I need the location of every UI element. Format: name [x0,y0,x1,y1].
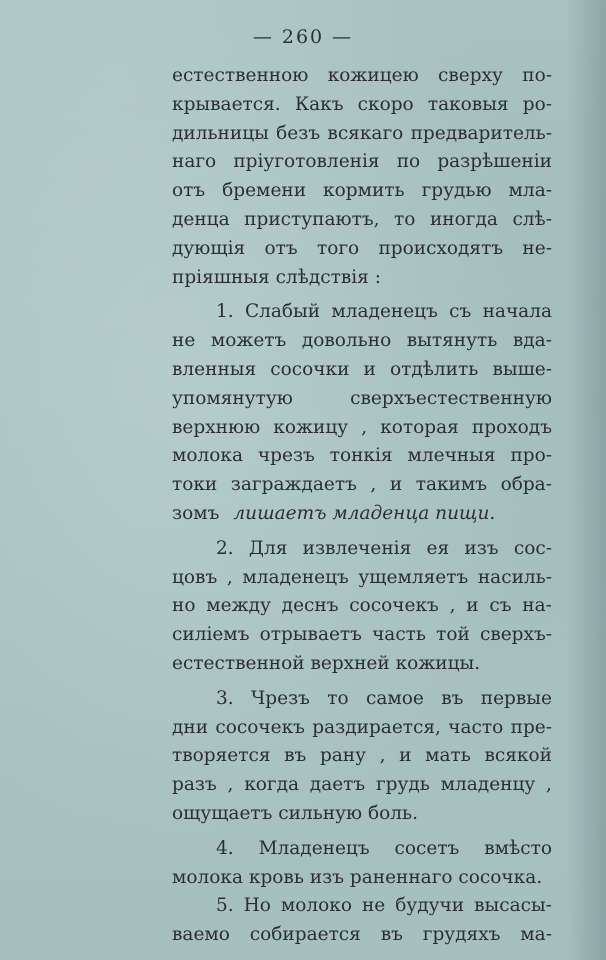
word: въ [380,924,403,946]
word: токи [172,474,218,496]
word: проходъ [471,416,552,438]
word: наго [172,151,217,173]
word: довольно [301,330,392,352]
text-line [172,414,552,443]
word: приступаютъ, [244,208,380,230]
word: молока [172,445,244,467]
word: когда [244,774,300,796]
word: то [327,687,349,709]
word: 4. [216,837,234,859]
text-line-words: ощущаетъ сильную боль. [172,802,418,824]
word: мла- [508,180,552,202]
word: , [379,745,386,767]
text-line [172,356,552,385]
word: сверхъ- [479,624,552,646]
word: младенецъ [242,566,349,588]
word: въ [441,687,464,709]
word: грудяхъ [422,924,501,946]
word: ма- [520,924,552,946]
word: по- [522,65,552,86]
word: Для [248,537,288,559]
italic-phrase: лишаетъ младенца пищи. [233,502,496,524]
word: молоко [280,895,352,917]
word: будучи [395,895,465,917]
word: на- [522,595,552,617]
word: ущемляетъ [358,566,469,588]
word: цовъ [172,566,218,588]
text-line [172,264,552,293]
text-line [172,592,552,621]
word: то [394,208,416,230]
word: , [227,774,234,796]
word: Но [243,895,271,917]
word: высасы- [474,895,552,917]
word: съ [489,595,512,617]
word: рану [319,745,367,767]
word: сосетъ [394,837,460,859]
word: и [363,358,376,380]
word: сверху [438,65,503,86]
word: 5. [216,895,234,917]
word: кожицу [273,416,349,438]
word: первые [480,687,552,709]
word: безъ [276,122,321,144]
word: 3. [216,687,234,709]
word: тонкія [329,445,393,467]
word: дующія [172,237,246,259]
word: разъ [172,774,217,796]
word: сосочекъ [215,716,305,738]
text-line [172,298,552,327]
word: обра- [500,474,552,496]
word: заграждаетъ [230,474,357,496]
word: Младенецъ [258,837,370,859]
word: кожицею [327,65,419,86]
word: даетъ [309,774,366,796]
word: отрываетъ [259,624,362,646]
word: Слабый [244,301,321,323]
word: часто [448,716,504,738]
text-line [172,714,552,743]
word: , [449,595,456,617]
word: и [389,474,403,496]
word: отдѣлить [390,358,479,380]
word: верхнюю [172,416,261,438]
word: 2. [216,537,234,559]
word: пріуготовленія [233,151,380,173]
word: Чрезъ [251,687,310,709]
word: скоро [357,93,414,115]
text-line [172,120,552,149]
word: не [361,895,386,917]
word: мать [425,745,471,767]
word: , [546,774,552,796]
word: не [172,330,196,352]
word: съ [449,301,472,323]
text-line [172,921,552,950]
word: грудью [421,180,492,202]
word: таковыя [427,93,509,115]
text-line [172,327,552,356]
text-line [172,742,552,771]
word: творяется [172,745,271,767]
text-line [172,148,552,177]
word: отъ [172,180,206,202]
word: но [172,595,196,617]
text-line [172,685,552,714]
word: дильницы [172,122,269,144]
word: въ [284,745,307,767]
text-line [172,892,552,921]
word: сос- [513,537,552,559]
word: деснъ [281,595,339,617]
word: начала [482,301,552,323]
word: насиль- [477,566,552,588]
word: , [361,416,368,438]
word: всякой [484,745,552,767]
text-line [172,771,552,800]
text-line [172,535,552,564]
word: вленныя [172,358,257,380]
page-number: — 260 — [252,26,354,48]
word: происходятъ [378,237,504,259]
word: иногда [429,208,498,230]
word: отъ [264,237,298,259]
word: того [316,237,360,259]
text-line [172,385,552,414]
word: естественною [172,65,309,86]
word: крывается. [172,93,281,115]
text-line [172,206,552,235]
word: которая [380,416,459,438]
word: Какъ [294,93,344,115]
word: между [206,595,271,617]
text-line-words: пріяшныя слѣдствія : [172,266,381,288]
text-line [172,621,552,650]
word: самое [366,687,424,709]
word: ро- [522,93,552,115]
word: младенецъ [331,301,438,323]
text-line [172,800,552,829]
word: сверхъестественную [350,387,552,409]
text-line [172,62,552,91]
word: выше- [492,358,552,380]
text-line [172,91,552,120]
text-line [172,500,552,529]
word: ваемо [172,924,230,946]
word: 1. [216,301,234,323]
text-line [172,564,552,593]
word: вмѣсто [484,837,552,859]
word: предваритель- [410,122,552,144]
word: извлеченія [302,537,412,559]
word: можетъ [210,330,287,352]
word: той [436,624,470,646]
word: не- [522,237,552,259]
word: млечныя [407,445,496,467]
text-line-words: молока кровь изъ раненнаго сосочка. [172,866,543,888]
text-line [172,471,552,500]
word: сосочекъ [349,595,439,617]
text-line-word: зомъ [172,502,220,524]
word: раздирается, [312,716,441,738]
text-line [172,235,552,264]
text-line [172,835,552,864]
word: кормить [323,180,405,202]
word: собирается [249,924,361,946]
word: ея [426,537,450,559]
word: силіемъ [172,624,250,646]
word: бремени [222,180,307,202]
word: младенцу [440,774,536,796]
text-line-words: естественной верхней кожицы. [172,652,481,674]
text-line [172,650,552,679]
word: и [399,745,412,767]
word: , [370,474,377,496]
text-line [172,864,552,893]
word: дни [172,716,209,738]
text-line [172,177,552,206]
word: вда- [512,330,552,352]
word: чрезъ [257,445,315,467]
word: такимъ [415,474,488,496]
text-line [172,442,552,471]
word: пре- [510,716,552,738]
word: и [466,595,479,617]
word: грудь [375,774,430,796]
word: сосочки [270,358,350,380]
word: про- [510,445,552,467]
word: часть [372,624,426,646]
word: слѣ- [512,208,552,230]
word: упомянутую [172,387,293,409]
word: разрѣшеніи [437,151,552,173]
word: по [396,151,421,173]
word: вытянуть [406,330,498,352]
body-text [172,62,552,950]
word: , [226,566,233,588]
word: всякаго [327,122,404,144]
word: денца [172,208,230,230]
word: изъ [464,537,499,559]
